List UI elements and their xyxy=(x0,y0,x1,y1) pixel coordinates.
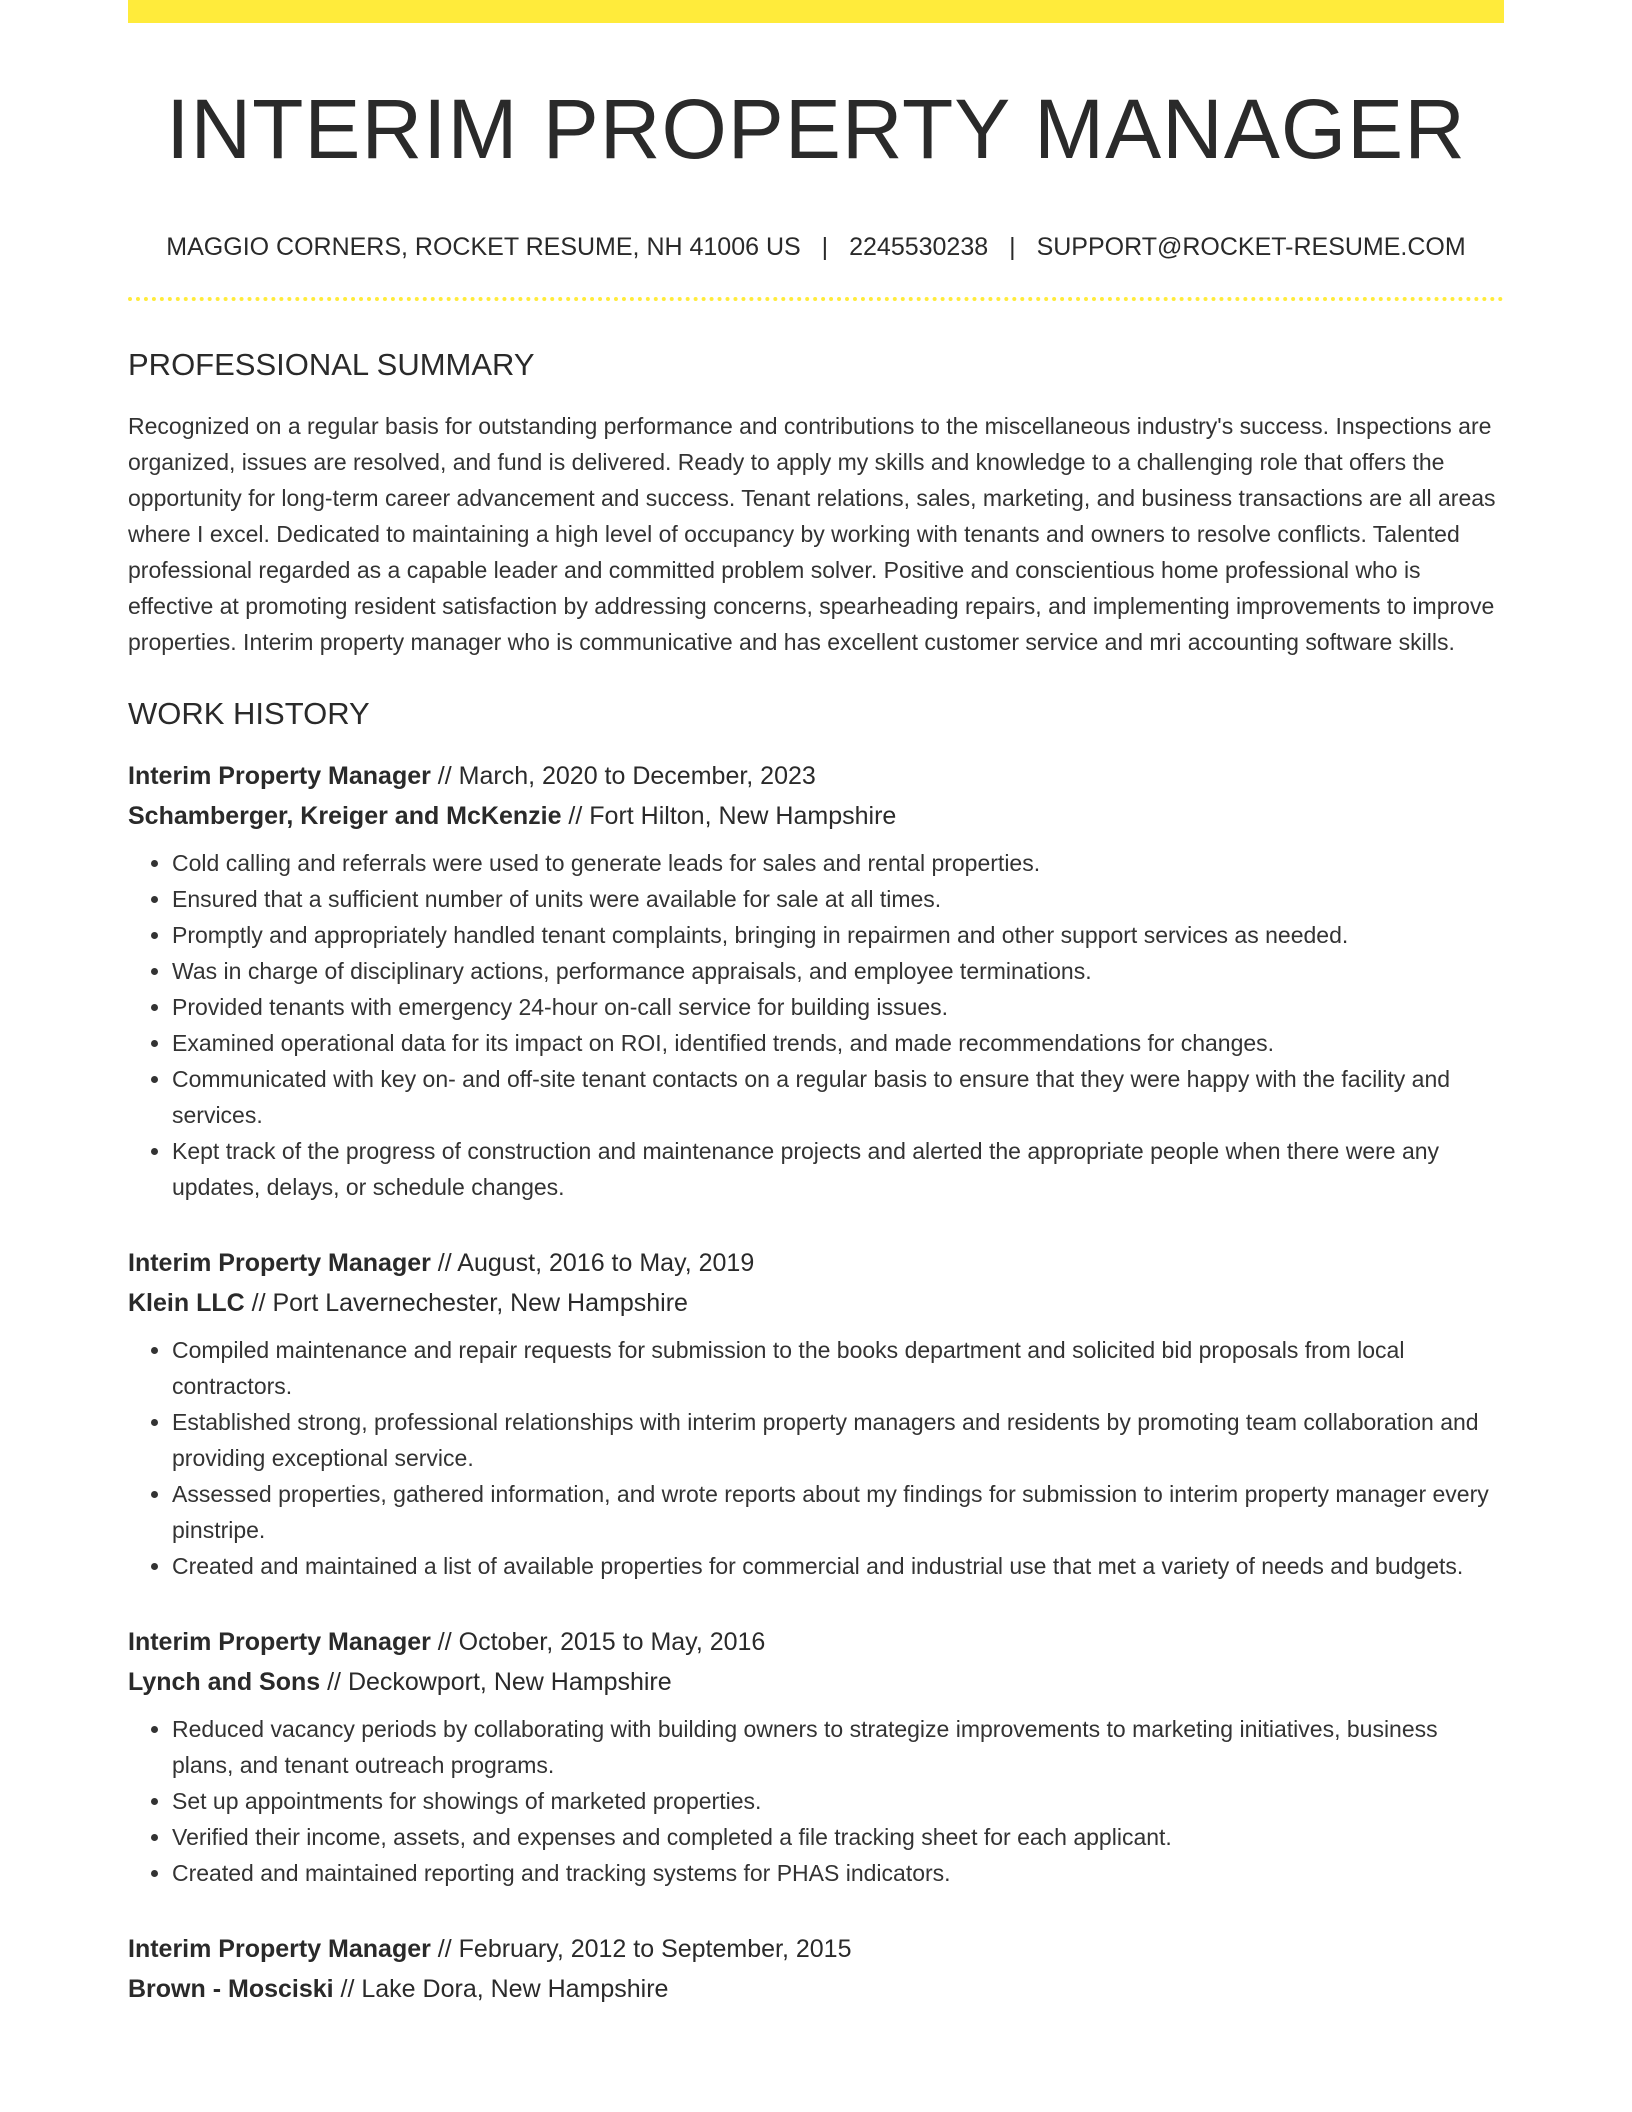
job-location: // Deckowport, New Hampshire xyxy=(320,1668,672,1697)
job-entry xyxy=(128,1243,1504,1584)
job-bullet: • Promptly and appropriately handled tenant complaints, bringing in repairmen and other support services as needed. xyxy=(172,917,1504,953)
job-role-line xyxy=(128,1929,1504,1969)
job-location: // Port Lavernechester, New Hampshire xyxy=(244,1289,688,1318)
job-bullet: • Was in charge of disciplinary actions, performance appraisals, and employee terminations. xyxy=(172,953,1504,989)
job-bullet: • Provided tenants with emergency 24-hour on-call service for building issues. xyxy=(172,989,1504,1025)
job-role: Interim Property Manager xyxy=(128,1935,431,1964)
job-dates: // March, 2020 to December, 2023 xyxy=(430,762,816,791)
resume-page xyxy=(128,0,1504,2009)
job-dates: // August, 2016 to May, 2019 xyxy=(430,1249,755,1278)
contact-separator: | xyxy=(821,233,829,262)
job-bullet: • Communicated with key on- and off-site tenant contacts on a regular basis to ensure that they were happy with the facility and services. xyxy=(172,1061,1504,1133)
contact-address: MAGGIO CORNERS, ROCKET RESUME, NH 41006 US xyxy=(166,233,801,262)
job-bullet: • Created and maintained reporting and tracking systems for PHAS indicators. xyxy=(172,1855,1504,1891)
job-bullet: • Compiled maintenance and repair requests for submission to the books department and solicited bid proposals from local contractors. xyxy=(172,1332,1504,1404)
job-entry xyxy=(128,1622,1504,1891)
dotted-divider xyxy=(128,297,1504,301)
work-history-list xyxy=(128,756,1504,2009)
job-bullet: • Verified their income, assets, and expenses and completed a file tracking sheet for each applicant. xyxy=(172,1819,1504,1855)
job-bullet: • Established strong, professional relationships with interim property managers and residents by promoting team collaboration and providing exceptional service. xyxy=(172,1404,1504,1476)
job-entry xyxy=(128,756,1504,1205)
job-location: // Fort Hilton, New Hampshire xyxy=(561,802,897,831)
job-bullet: • Examined operational data for its impact on ROI, identified trends, and made recommendations for changes. xyxy=(172,1025,1504,1061)
job-role: Interim Property Manager xyxy=(128,762,431,791)
job-bullet-list xyxy=(128,845,1504,1205)
job-bullet: • Set up appointments for showings of marketed properties. xyxy=(172,1783,1504,1819)
job-location: // Lake Dora, New Hampshire xyxy=(333,1975,669,2004)
job-company: Lynch and Sons xyxy=(128,1668,321,1697)
contact-separator: | xyxy=(1009,233,1016,262)
job-bullet: • Assessed properties, gathered information, and wrote reports about my findings for submission to interim property manager every pinstripe. xyxy=(172,1476,1504,1548)
job-bullet: • Cold calling and referrals were used to generate leads for sales and rental properties. xyxy=(172,845,1504,881)
job-bullet: • Ensured that a sufficient number of units were available for sale at all times. xyxy=(172,881,1504,917)
contact-email: SUPPORT@ROCKET-RESUME.COM xyxy=(1036,233,1466,262)
job-company-line xyxy=(128,1283,1504,1323)
job-bullet: • Kept track of the progress of construction and maintenance projects and alerted the appropriate people when there were any updates, delays, or schedule changes. xyxy=(172,1133,1504,1205)
job-role-line xyxy=(128,1243,1504,1283)
job-dates: // February, 2012 to September, 2015 xyxy=(430,1935,852,1964)
summary-text: Recognized on a regular basis for outstanding performance and contributions to the miscellaneous industry's success. Inspections are organized, issues are resolved, and fund is delivered. Ready to apply my skills and knowledge to a challenging role that offers the opportunity for long-term career advancement and success. Tenant relations, sales, marketing, and business transactions are all areas where I excel. Dedicated to maintaining a high level of occupancy by working with tenants and owners to resolve conflicts. Talented professional regarded as a capable leader and committed problem solver. Positive and conscientious home professional who is effective at promoting resident satisfaction by addressing concerns, spearheading repairs, and implementing improvements to improve properties. Interim property manager who is communicative and has excellent customer service and mri accounting software skills. xyxy=(128,413,1496,656)
job-company-line xyxy=(128,796,1504,836)
job-entry xyxy=(128,1929,1504,2009)
job-role-line xyxy=(128,756,1504,796)
job-role: Interim Property Manager xyxy=(128,1249,431,1278)
contact-line xyxy=(128,235,1504,260)
job-company: Schamberger, Kreiger and McKenzie xyxy=(128,802,562,831)
job-role: Interim Property Manager xyxy=(128,1628,431,1657)
job-bullet: • Created and maintained a list of available properties for commercial and industrial use that met a variety of needs and budgets. xyxy=(172,1548,1504,1584)
job-company: Klein LLC xyxy=(128,1289,245,1318)
summary-heading: PROFESSIONAL SUMMARY xyxy=(128,347,535,383)
job-dates: // October, 2015 to May, 2016 xyxy=(430,1628,766,1657)
job-bullet-list xyxy=(128,1711,1504,1891)
accent-top-bar xyxy=(128,0,1504,23)
job-bullet-list xyxy=(128,1332,1504,1584)
job-bullet: • Reduced vacancy periods by collaborating with building owners to strategize improvements to marketing initiatives, business plans, and tenant outreach programs. xyxy=(172,1711,1504,1783)
job-role-line xyxy=(128,1622,1504,1662)
resume-name-title: INTERIM PROPERTY MANAGER xyxy=(166,82,1466,176)
job-company-line xyxy=(128,1662,1504,1702)
work-history-heading: WORK HISTORY xyxy=(128,696,370,732)
job-company: Brown - Mosciski xyxy=(128,1975,334,2004)
job-company-line xyxy=(128,1969,1504,2009)
contact-phone: 2245530238 xyxy=(849,233,989,262)
